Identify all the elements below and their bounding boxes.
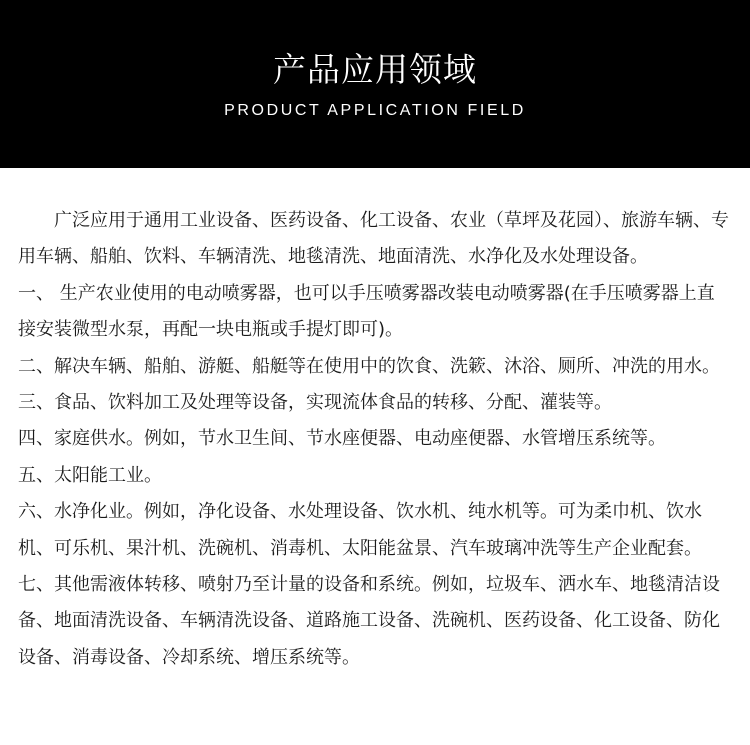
intro-paragraph: 广泛应用于通用工业设备、医药设备、化工设备、农业（草坪及花园）、旅游车辆、专用车辆、船舶、饮料、车辆清洗、地毯清洗、地面清洗、水净化及水处理设备。 [18, 210, 729, 268]
application-item-4: 四、家庭供水。例如，节水卫生间、节水座便器、电动座便器、水管增压系统等。 [18, 428, 666, 450]
application-item-2: 二、解决车辆、船舶、游艇、船艇等在使用中的饮食、洗簌、沐浴、厕所、冲洗的用水。 [18, 355, 720, 377]
application-item-6: 六、水净化业。例如，净化设备、水处理设备、饮水机、纯水机等。可为柔巾机、饮水机、可乐机、果汁机、洗碗机、消毒机、太阳能盆景、汽车玻璃冲洗等生产企业配套。 [18, 501, 702, 559]
application-item-7: 七、其他需液体转移、喷射乃至计量的设备和系统。例如，垃圾车、洒水车、地毯清洁设备、地面清洗设备、车辆清洗设备、道路施工设备、洗碗机、医药设备、化工设备、防化设备、消毒设备、冷却系统、增压系统等。 [18, 574, 720, 668]
application-item-5: 五、太阳能工业。 [18, 464, 162, 486]
page-title: 产品应用领域 [273, 50, 477, 89]
page-subtitle: PRODUCT APPLICATION FIELD [224, 102, 526, 119]
application-item-3: 三、食品、饮料加工及处理等设备，实现流体食品的转移、分配、灌装等。 [18, 392, 612, 414]
application-description [18, 203, 732, 676]
header-banner [0, 0, 750, 168]
application-item-1: 一、 生产农业使用的电动喷雾器，也可以手压喷雾器改装电动喷雾器(在手压喷雾器上直接安装微型水泵，再配一块电瓶或手提灯即可)。 [18, 282, 715, 341]
